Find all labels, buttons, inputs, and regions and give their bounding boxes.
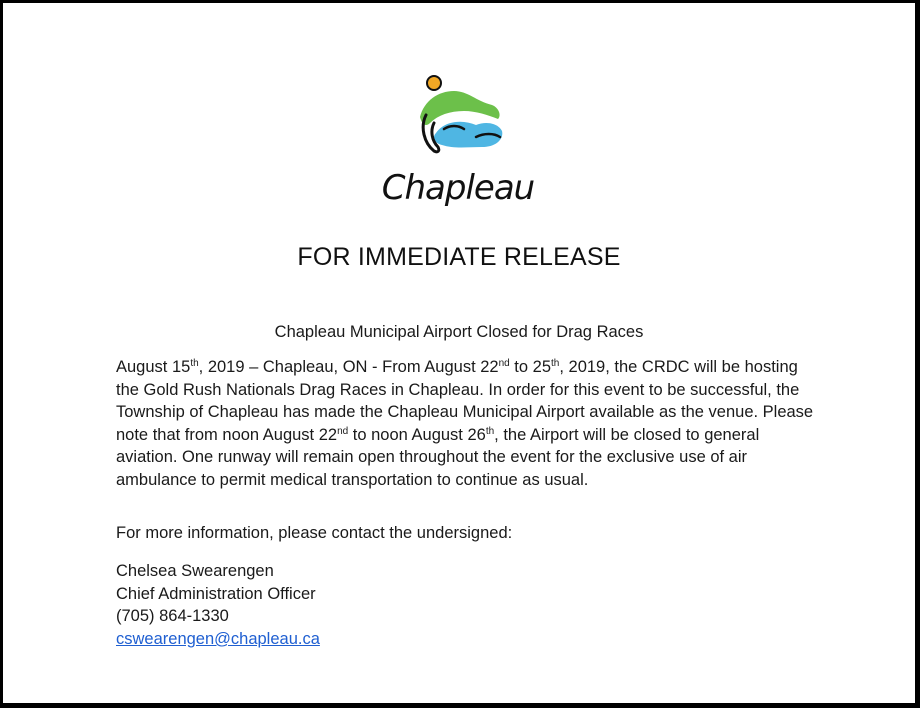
- date-year: , 2019: [198, 358, 245, 376]
- contact-intro: For more information, please contact the undersigned:: [116, 524, 513, 542]
- date-dash: –: [244, 358, 263, 376]
- body-text-part-3: , the Airport will be closed to general aviation. One runway will remain open throughout the event for the exclusive use of air ambulance to permit medical transportation to continue as usual.: [116, 425, 760, 489]
- signature-block: [116, 560, 320, 650]
- logo-wordmark: Chapleau: [381, 168, 535, 208]
- contact-phone: (705) 864-1330: [116, 607, 229, 626]
- closure-end-suffix: th: [485, 425, 495, 437]
- date-suffix: th: [190, 358, 199, 369]
- body-text-part-1: , 2019, the CRDC will be hosting the Gold Rush Nationals Drag Races in Chapleau. In order for this event to be successful, the Township of Chapleau has made the Chapleau Municipal Airport available as the venue. Please note that from noon August 22: [116, 358, 814, 444]
- to-date-suffix: th: [551, 358, 560, 369]
- contact-title: Chief Administration Officer: [116, 584, 316, 603]
- press-headline: Chapleau Municipal Airport Closed for Drag Races: [274, 323, 644, 341]
- from-date-suffix: nd: [498, 358, 510, 369]
- contact-email-link[interactable]: cswearengen@chapleau.ca: [116, 629, 320, 648]
- release-heading: FOR IMMEDIATE RELEASE: [297, 243, 621, 271]
- body-text-part-2: to noon August 26: [348, 425, 486, 444]
- chapleau-logo-graphic: [380, 71, 540, 221]
- chapleau-logo: [380, 71, 540, 221]
- closure-start-suffix: nd: [337, 425, 349, 437]
- logo-hill-icon: [420, 91, 500, 125]
- contact-name: Chelsea Swearengen: [116, 562, 274, 580]
- date-day: August 15: [116, 358, 191, 376]
- logo-sun-icon: [427, 76, 441, 90]
- to-date-text: to 25: [509, 358, 552, 376]
- location-text: Chapleau, ON - From August 22: [262, 358, 499, 376]
- press-body-paragraph: [116, 356, 816, 492]
